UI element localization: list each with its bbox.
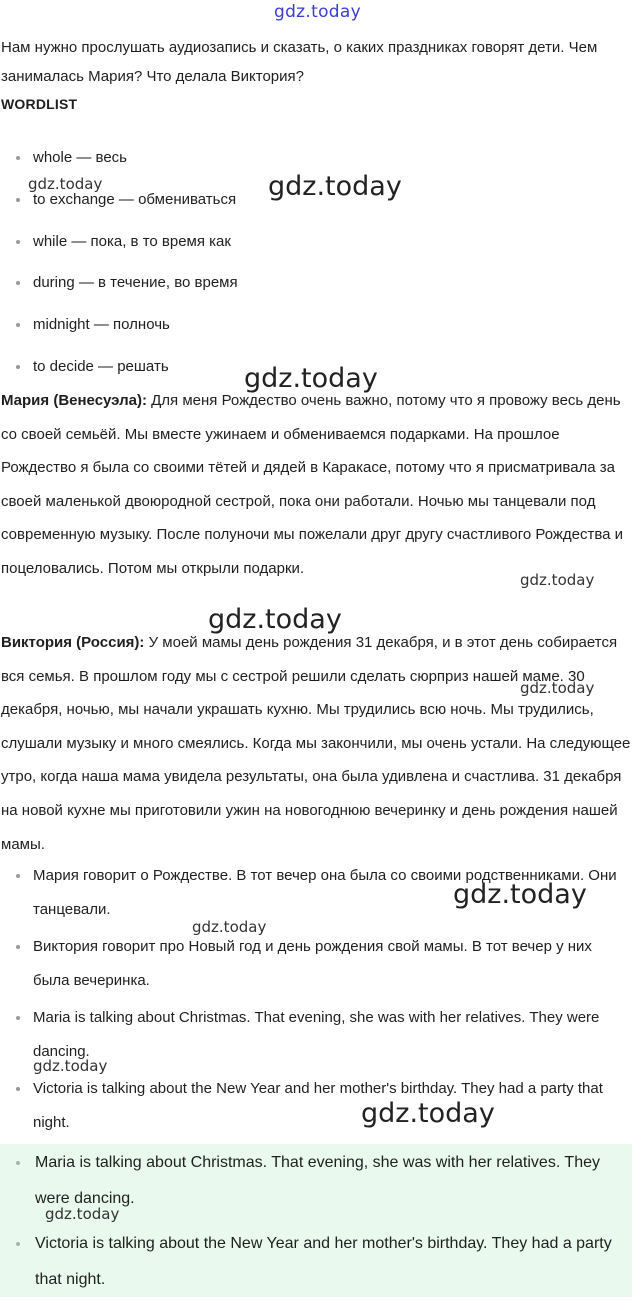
maria-speaker: Мария (Венесуэла): xyxy=(1,392,147,409)
bullet-icon xyxy=(16,156,20,160)
answer-item: Виктория говорит про Новый год и день рождения свой мамы. В тот вечер у них была вечеринка. xyxy=(0,930,632,998)
viktoria-text: У моей мамы день рождения 31 декабря, и в этот день собирается вся семья. В прошлом году мы с сестрой решили сделать сюрприз нашей маме. 30 декабря, ночью, мы начали украшать кухню. Мы трудились всю ночь. Мы трудились, слушали музыку и много смеялись. Когда мы закончили, мы очень устали. На следующее утро, когда наша мама увидела результаты, она была удивлена и счастлива. 31 декабря на новой кухне мы приготовили ужин на новогоднюю вечеринку и день рождения нашей мамы. xyxy=(1,634,631,853)
bullet-icon xyxy=(16,874,20,878)
watermark: gdz.today xyxy=(192,918,267,936)
wordlist-item: during — в течение, во время xyxy=(0,268,400,310)
bullet-icon xyxy=(16,1016,20,1020)
maria-text: Для меня Рождество очень важно, потому что я провожу весь день со своей семьёй. Мы вместе ужинаем и обмениваемся подарками. На прошлое Рождество я была со своими тётей и дядей в Каракасе, потому что я присматривала за своей маленькой двоюродной сестрой, пока они работали. Ночью мы танцевали под современную музыку. После полуночи мы пожелали друг другу счастливого Рождества и поцеловались. Потом мы открыли подарки. xyxy=(1,392,624,577)
wordlist-item: to exchange — обмениваться xyxy=(0,185,400,227)
wordlist-item: to decide — решать xyxy=(0,352,400,394)
task-intro: Нам нужно прослушать аудиозапись и сказать, о каких праздниках говорят дети. Чем занималась Мария? Что делала Виктория? xyxy=(1,39,598,85)
watermark: gdz.today xyxy=(208,604,342,635)
watermark: gdz.today xyxy=(45,1205,120,1223)
final-answer-item: Maria is talking about Christmas. That evening, she was with her relatives. They were dancing. xyxy=(0,1145,632,1216)
answer-item: Maria is talking about Christmas. That evening, she was with her relatives. They were dancing. xyxy=(0,1001,632,1069)
bullet-icon xyxy=(16,240,20,244)
bullet-icon xyxy=(16,323,20,327)
answer-item: Victoria is talking about the New Year and her mother's birthday. They had a party that night. xyxy=(0,1072,632,1140)
final-answers-list xyxy=(0,1145,632,1307)
viktoria-paragraph xyxy=(1,626,631,861)
wordlist-item: whole — весь xyxy=(0,143,400,185)
wordlist-heading: WORDLIST xyxy=(1,96,78,112)
watermark: gdz.today xyxy=(244,363,378,394)
bullet-icon xyxy=(16,945,20,949)
bullet-icon xyxy=(16,365,20,369)
answer-item: Мария говорит о Рождестве. В тот вечер она была со своими родственниками. Они танцевали. xyxy=(0,859,632,927)
maria-paragraph xyxy=(1,384,631,589)
watermark: gdz.today xyxy=(453,879,587,910)
bullet-icon xyxy=(16,1161,20,1165)
watermark: gdz.today xyxy=(520,679,595,697)
watermark: gdz.today xyxy=(28,175,103,193)
watermark: gdz.today xyxy=(361,1098,495,1129)
watermark: gdz.today xyxy=(33,1057,108,1075)
wordlist-item: while — пока, в то время как xyxy=(0,227,400,269)
bullet-icon xyxy=(16,1242,20,1246)
site-logo[interactable]: gdz.today xyxy=(274,2,361,22)
wordlist-item: midnight — полночь xyxy=(0,310,400,352)
viktoria-speaker: Виктория (Россия): xyxy=(1,634,145,651)
watermark: gdz.today xyxy=(268,171,402,202)
bullet-icon xyxy=(16,281,20,285)
bullet-icon xyxy=(16,1087,20,1091)
bullet-icon xyxy=(16,198,20,202)
final-answer-item: Victoria is talking about the New Year and her mother's birthday. They had a party that night. xyxy=(0,1226,632,1297)
watermark: gdz.today xyxy=(520,571,595,589)
